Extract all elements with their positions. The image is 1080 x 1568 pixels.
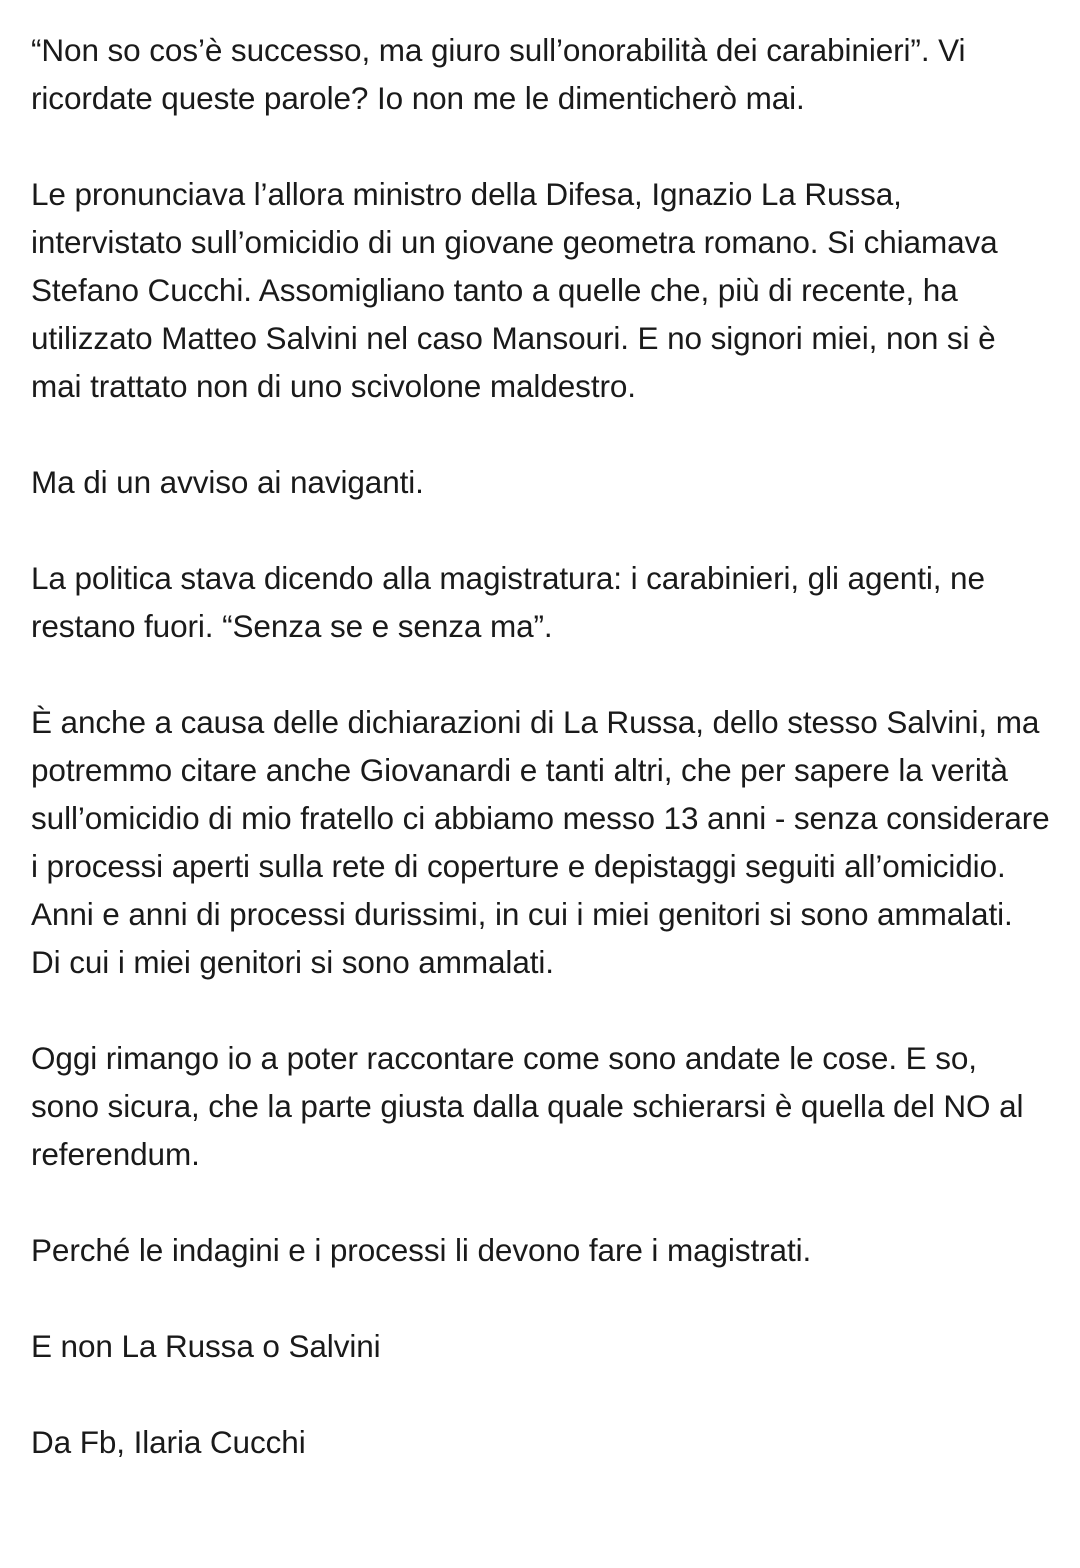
post-signature: Da Fb, Ilaria Cucchi bbox=[31, 1424, 306, 1460]
paragraph-quote: “Non so cos’è successo, ma giuro sull’onorabilità dei carabinieri”. Vi ricordate queste parole? Io non me le dimenticherò mai. bbox=[31, 32, 966, 116]
paragraph-indagini: Perché le indagini e i processi li devono fare i magistrati. bbox=[31, 1232, 812, 1268]
paragraph-dichiarazioni: È anche a causa delle dichiarazioni di La Russa, dello stesso Salvini, ma potremmo citare anche Giovanardi e tanti altri, che per sapere la verità sull’omicidio di mio fratello ci abbiamo messo 13 anni - senza considerare i processi aperti sulla rete di coperture e depistaggi seguiti all’omicidio. Anni e anni di processi durissimi, in cui i miei genitori si sono ammalati. Di cui i miei genitori si sono ammalati. bbox=[31, 704, 1050, 980]
paragraph-la-russa: Le pronunciava l’allora ministro della Difesa, Ignazio La Russa, intervistato sull’omicidio di un giovane geometra romano. Si chiamava Stefano Cucchi. Assomigliano tanto a quelle che, più di recente, ha utilizzato Matteo Salvini nel caso Mansouri. E no signori miei, non si è mai trattato non di uno scivolone maldestro. bbox=[31, 176, 998, 404]
paragraph-politica: La politica stava dicendo alla magistratura: i carabinieri, gli agenti, ne restano fuori. “Senza se e senza ma”. bbox=[31, 560, 985, 644]
paragraph-oggi: Oggi rimango io a poter raccontare come sono andate le cose. E so, sono sicura, che la parte giusta dalla quale schierarsi è quella del NO al referendum. bbox=[31, 1040, 1024, 1172]
paragraph-non-la-russa: E non La Russa o Salvini bbox=[31, 1328, 381, 1364]
paragraph-avviso: Ma di un avviso ai naviganti. bbox=[31, 464, 424, 500]
